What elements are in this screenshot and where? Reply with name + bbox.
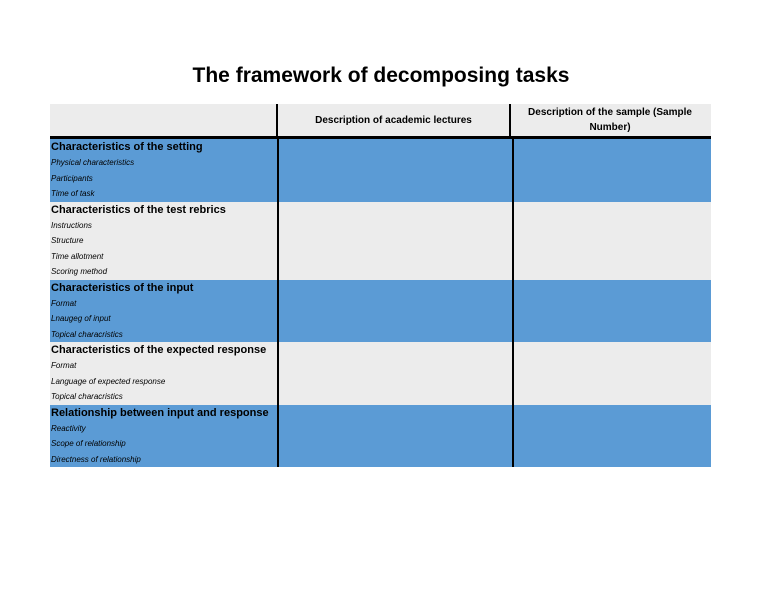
page-title: The framework of decomposing tasks: [192, 64, 570, 87]
section-item: Scoring method: [51, 267, 108, 276]
section-expected-response: [50, 342, 711, 405]
sample-cell: [512, 139, 714, 202]
section-test-rubrics: [50, 202, 711, 280]
section-item: Instructions: [51, 220, 92, 230]
section-item: Scope of relationship: [51, 439, 126, 448]
section-item: Structure: [51, 236, 84, 245]
sample-cell: [512, 405, 714, 468]
section-item: Time of task: [51, 189, 95, 198]
section-item: Time allotment: [51, 251, 104, 261]
sample-cell: [512, 202, 714, 280]
table-header-row: [50, 104, 711, 139]
section-heading: Characteristics of the setting: [51, 141, 203, 153]
section-heading: Relationship between input and response: [51, 406, 269, 419]
academic-lectures-cell: [277, 280, 512, 343]
section-item: Lnaugeg of input: [51, 314, 111, 323]
academic-lectures-cell: [277, 202, 512, 280]
section-setting: [50, 139, 711, 202]
academic-lectures-cell: [277, 342, 512, 405]
header-sample-description: Description of the sample (Sample Number): [509, 104, 709, 136]
section-item: Format: [51, 298, 77, 308]
sample-cell: [512, 342, 714, 405]
section-item: Physical characteristics: [51, 158, 135, 167]
academic-lectures-cell: [277, 139, 512, 202]
section-item: Topical characristics: [51, 392, 123, 401]
section-heading: Characteristics of the input: [51, 281, 194, 294]
section-item: Language of expected response: [51, 376, 166, 386]
section-item: Participants: [51, 173, 93, 183]
section-item: Reactivity: [51, 423, 86, 433]
academic-lectures-cell: [277, 405, 512, 468]
header-cell-empty: [50, 104, 276, 136]
section-heading: Characteristics of the expected response: [51, 344, 267, 356]
section-item: Directness of relationship: [51, 454, 141, 464]
section-heading: Characteristics of the test rebrics: [51, 203, 226, 216]
sample-cell: [512, 280, 714, 343]
section-item: Topical characristics: [51, 329, 123, 339]
section-relationship: [50, 405, 711, 468]
section-item: Format: [51, 361, 77, 370]
header-academic-lectures: Description of academic lectures: [276, 104, 509, 136]
framework-table: [50, 104, 711, 467]
section-input: [50, 280, 711, 343]
